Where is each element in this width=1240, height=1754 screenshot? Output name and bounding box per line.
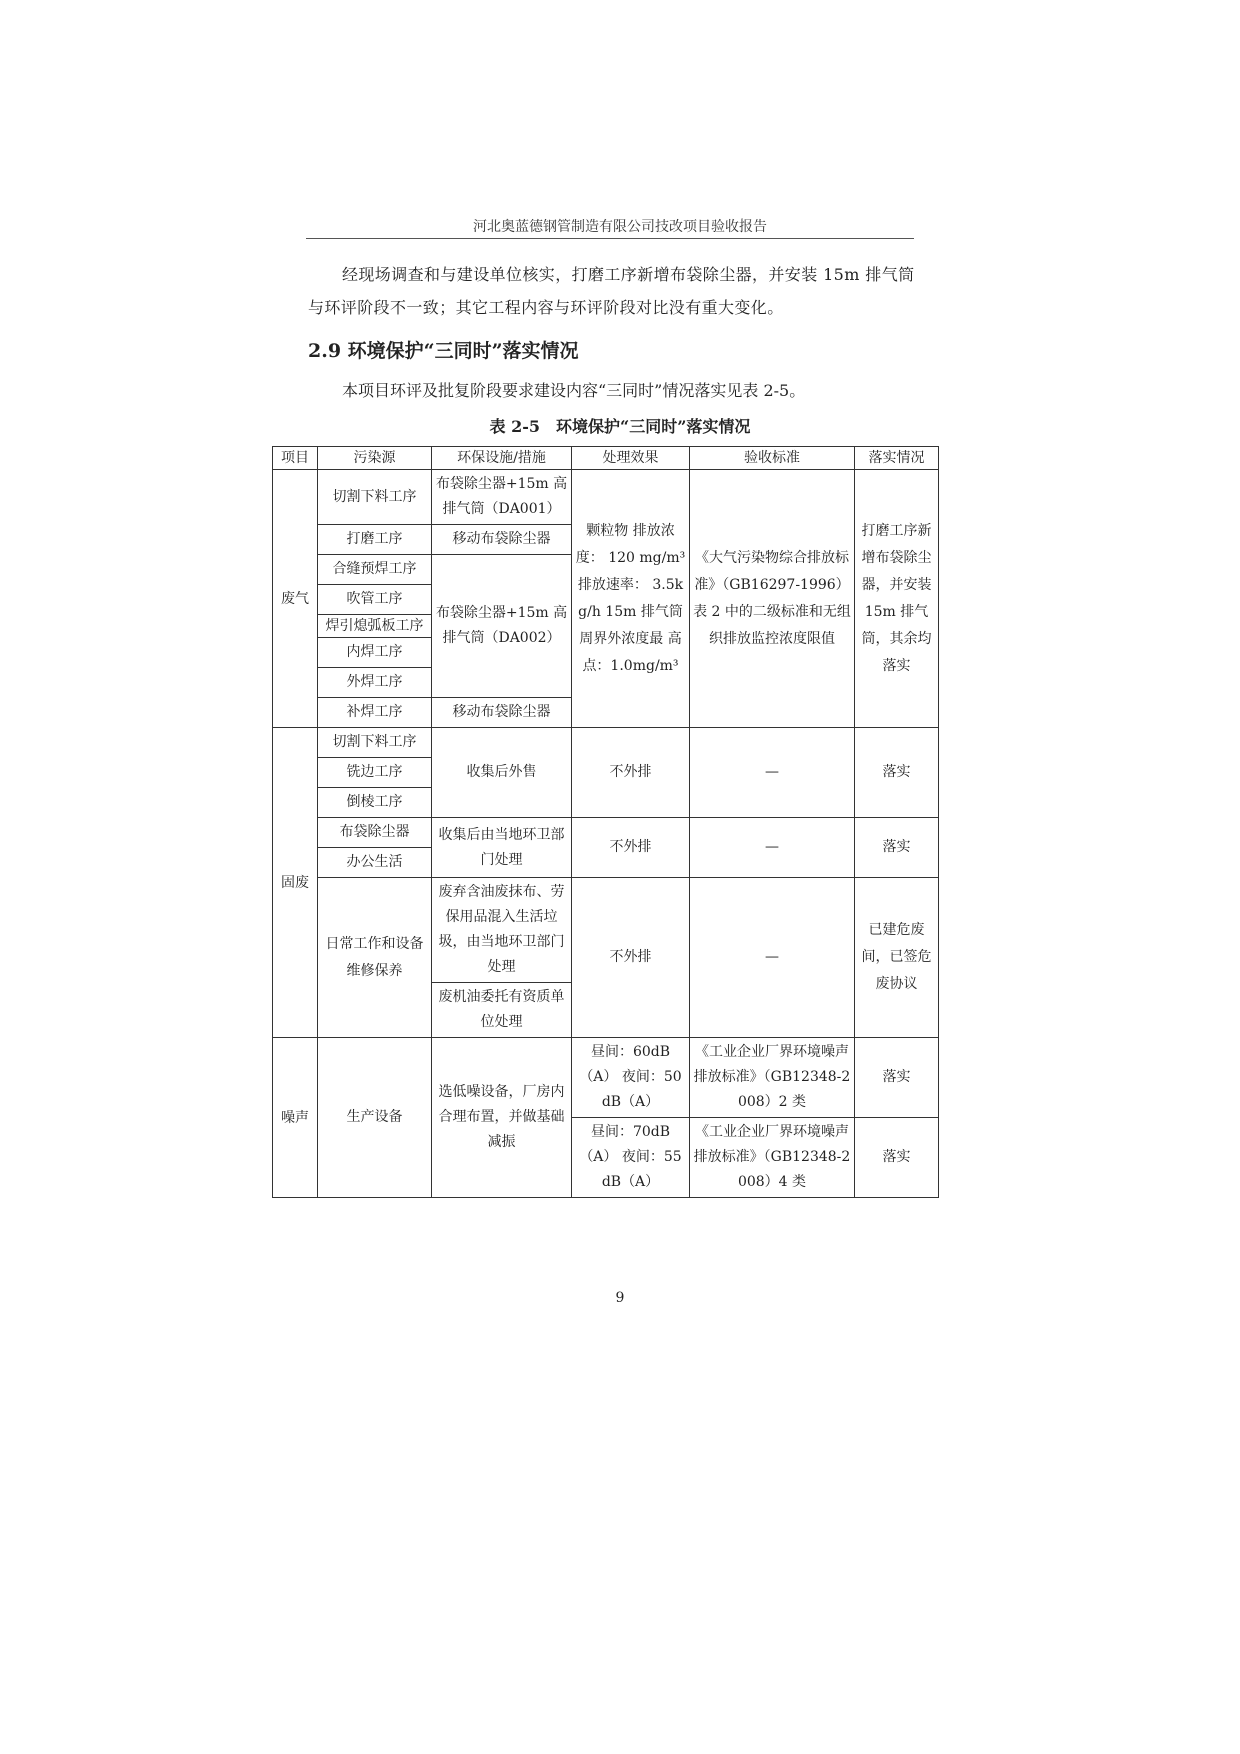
noise-status-2: 落实 — [855, 1118, 939, 1198]
air-source: 打磨工序 — [318, 525, 432, 555]
air-source: 外焊工序 — [318, 668, 432, 698]
air-measure-2: 移动布袋除尘器 — [432, 525, 572, 555]
three-simultaneous-table — [272, 446, 939, 1198]
solid-source: 布袋除尘器 — [318, 818, 432, 848]
solid-status-a: 落实 — [855, 728, 939, 818]
solid-measure-c2: 废机油委托有资质单位处理 — [432, 983, 572, 1038]
noise-standard-2: 《工业企业厂界环境噪声排放标准》（GB12348-2008）4 类 — [690, 1118, 855, 1198]
header-rule — [306, 238, 914, 239]
table-row — [273, 728, 939, 758]
solid-source: 切割下料工序 — [318, 728, 432, 758]
col-header-status: 落实情况 — [855, 447, 939, 470]
noise-effect-1: 昼间：60dB（A） 夜间：50dB（A） — [572, 1038, 690, 1118]
report-header: 河北奥蓝德钢管制造有限公司技改项目验收报告 — [473, 219, 767, 235]
air-source: 补焊工序 — [318, 698, 432, 728]
solid-status-c: 已建危废间，已签危废协议 — [855, 878, 939, 1038]
air-measure-1: 布袋除尘器+15m 高排气筒（DA001） — [432, 470, 572, 525]
air-measure-4: 移动布袋除尘器 — [432, 698, 572, 728]
air-effect: 颗粒物 排放浓度： 120 mg/m³ 排放速率： 3.5kg/h 15m 排气筒 周界外浓度最 高点：1.0mg/m³ — [572, 470, 690, 728]
air-status: 打磨工序新增布袋除尘器，并安装 15m 排气筒，其余均落实 — [855, 470, 939, 728]
table-row — [273, 878, 939, 983]
col-header-effect: 处理效果 — [572, 447, 690, 470]
air-source: 合缝预焊工序 — [318, 555, 432, 585]
noise-effect-2: 昼间：70dB（A） 夜间：55dB（A） — [572, 1118, 690, 1198]
solid-measure-c1: 废弃含油废抹布、劳保用品混入生活垃圾，由当地环卫部门处理 — [432, 878, 572, 983]
solid-source: 倒棱工序 — [318, 788, 432, 818]
category-air: 废气 — [273, 470, 318, 728]
air-standard: 《大气污染物综合排放标准》（GB16297-1996）表 2 中的二级标准和无组织排放监控浓度限值 — [690, 470, 855, 728]
solid-source: 铣边工序 — [318, 758, 432, 788]
table-row — [273, 470, 939, 525]
air-source: 内焊工序 — [318, 638, 432, 668]
section-text: 本项目环评及批复阶段要求建设内容“三同时”情况落实见表 2-5。 — [342, 381, 806, 400]
col-header-measure: 环保设施/措施 — [432, 447, 572, 470]
category-solid: 固废 — [273, 728, 318, 1038]
category-noise: 噪声 — [273, 1038, 318, 1198]
air-measure-3: 布袋除尘器+15m 高排气筒（DA002） — [432, 555, 572, 698]
table-row — [273, 818, 939, 848]
solid-effect-c: 不外排 — [572, 878, 690, 1038]
solid-measure-b: 收集后由当地环卫部门处理 — [432, 818, 572, 878]
noise-standard-1: 《工业企业厂界环境噪声排放标准》（GB12348-2008）2 类 — [690, 1038, 855, 1118]
noise-measure: 选低噪设备，厂房内合理布置，并做基础减振 — [432, 1038, 572, 1198]
solid-measure-a: 收集后外售 — [432, 728, 572, 818]
air-source: 焊引熄弧板工序 — [318, 615, 432, 638]
table-row — [273, 1038, 939, 1118]
table-caption: 表 2-5 环境保护“三同时”落实情况 — [489, 417, 751, 436]
section-heading: 2.9 环境保护“三同时”落实情况 — [308, 340, 579, 362]
solid-standard-a: — — [690, 728, 855, 818]
solid-status-b: 落实 — [855, 818, 939, 878]
noise-source: 生产设备 — [318, 1038, 432, 1198]
solid-standard-b: — — [690, 818, 855, 878]
col-header-item: 项目 — [273, 447, 318, 470]
solid-effect-b: 不外排 — [572, 818, 690, 878]
solid-standard-c: — — [690, 878, 855, 1038]
noise-status-1: 落实 — [855, 1038, 939, 1118]
page-number: 9 — [615, 1290, 625, 1306]
col-header-source: 污染源 — [318, 447, 432, 470]
air-source: 吹管工序 — [318, 585, 432, 615]
air-source: 切割下料工序 — [318, 470, 432, 525]
table-header-row — [273, 447, 939, 470]
solid-source: 办公生活 — [318, 848, 432, 878]
intro-paragraph: 经现场调查和与建设单位核实，打磨工序新增布袋除尘器，并安装 15m 排气筒与环评阶段不一致；其它工程内容与环评阶段对比没有重大变化。 — [308, 265, 915, 317]
solid-effect-a: 不外排 — [572, 728, 690, 818]
col-header-standard: 验收标准 — [690, 447, 855, 470]
solid-source-c: 日常工作和设备维修保养 — [318, 878, 432, 1038]
